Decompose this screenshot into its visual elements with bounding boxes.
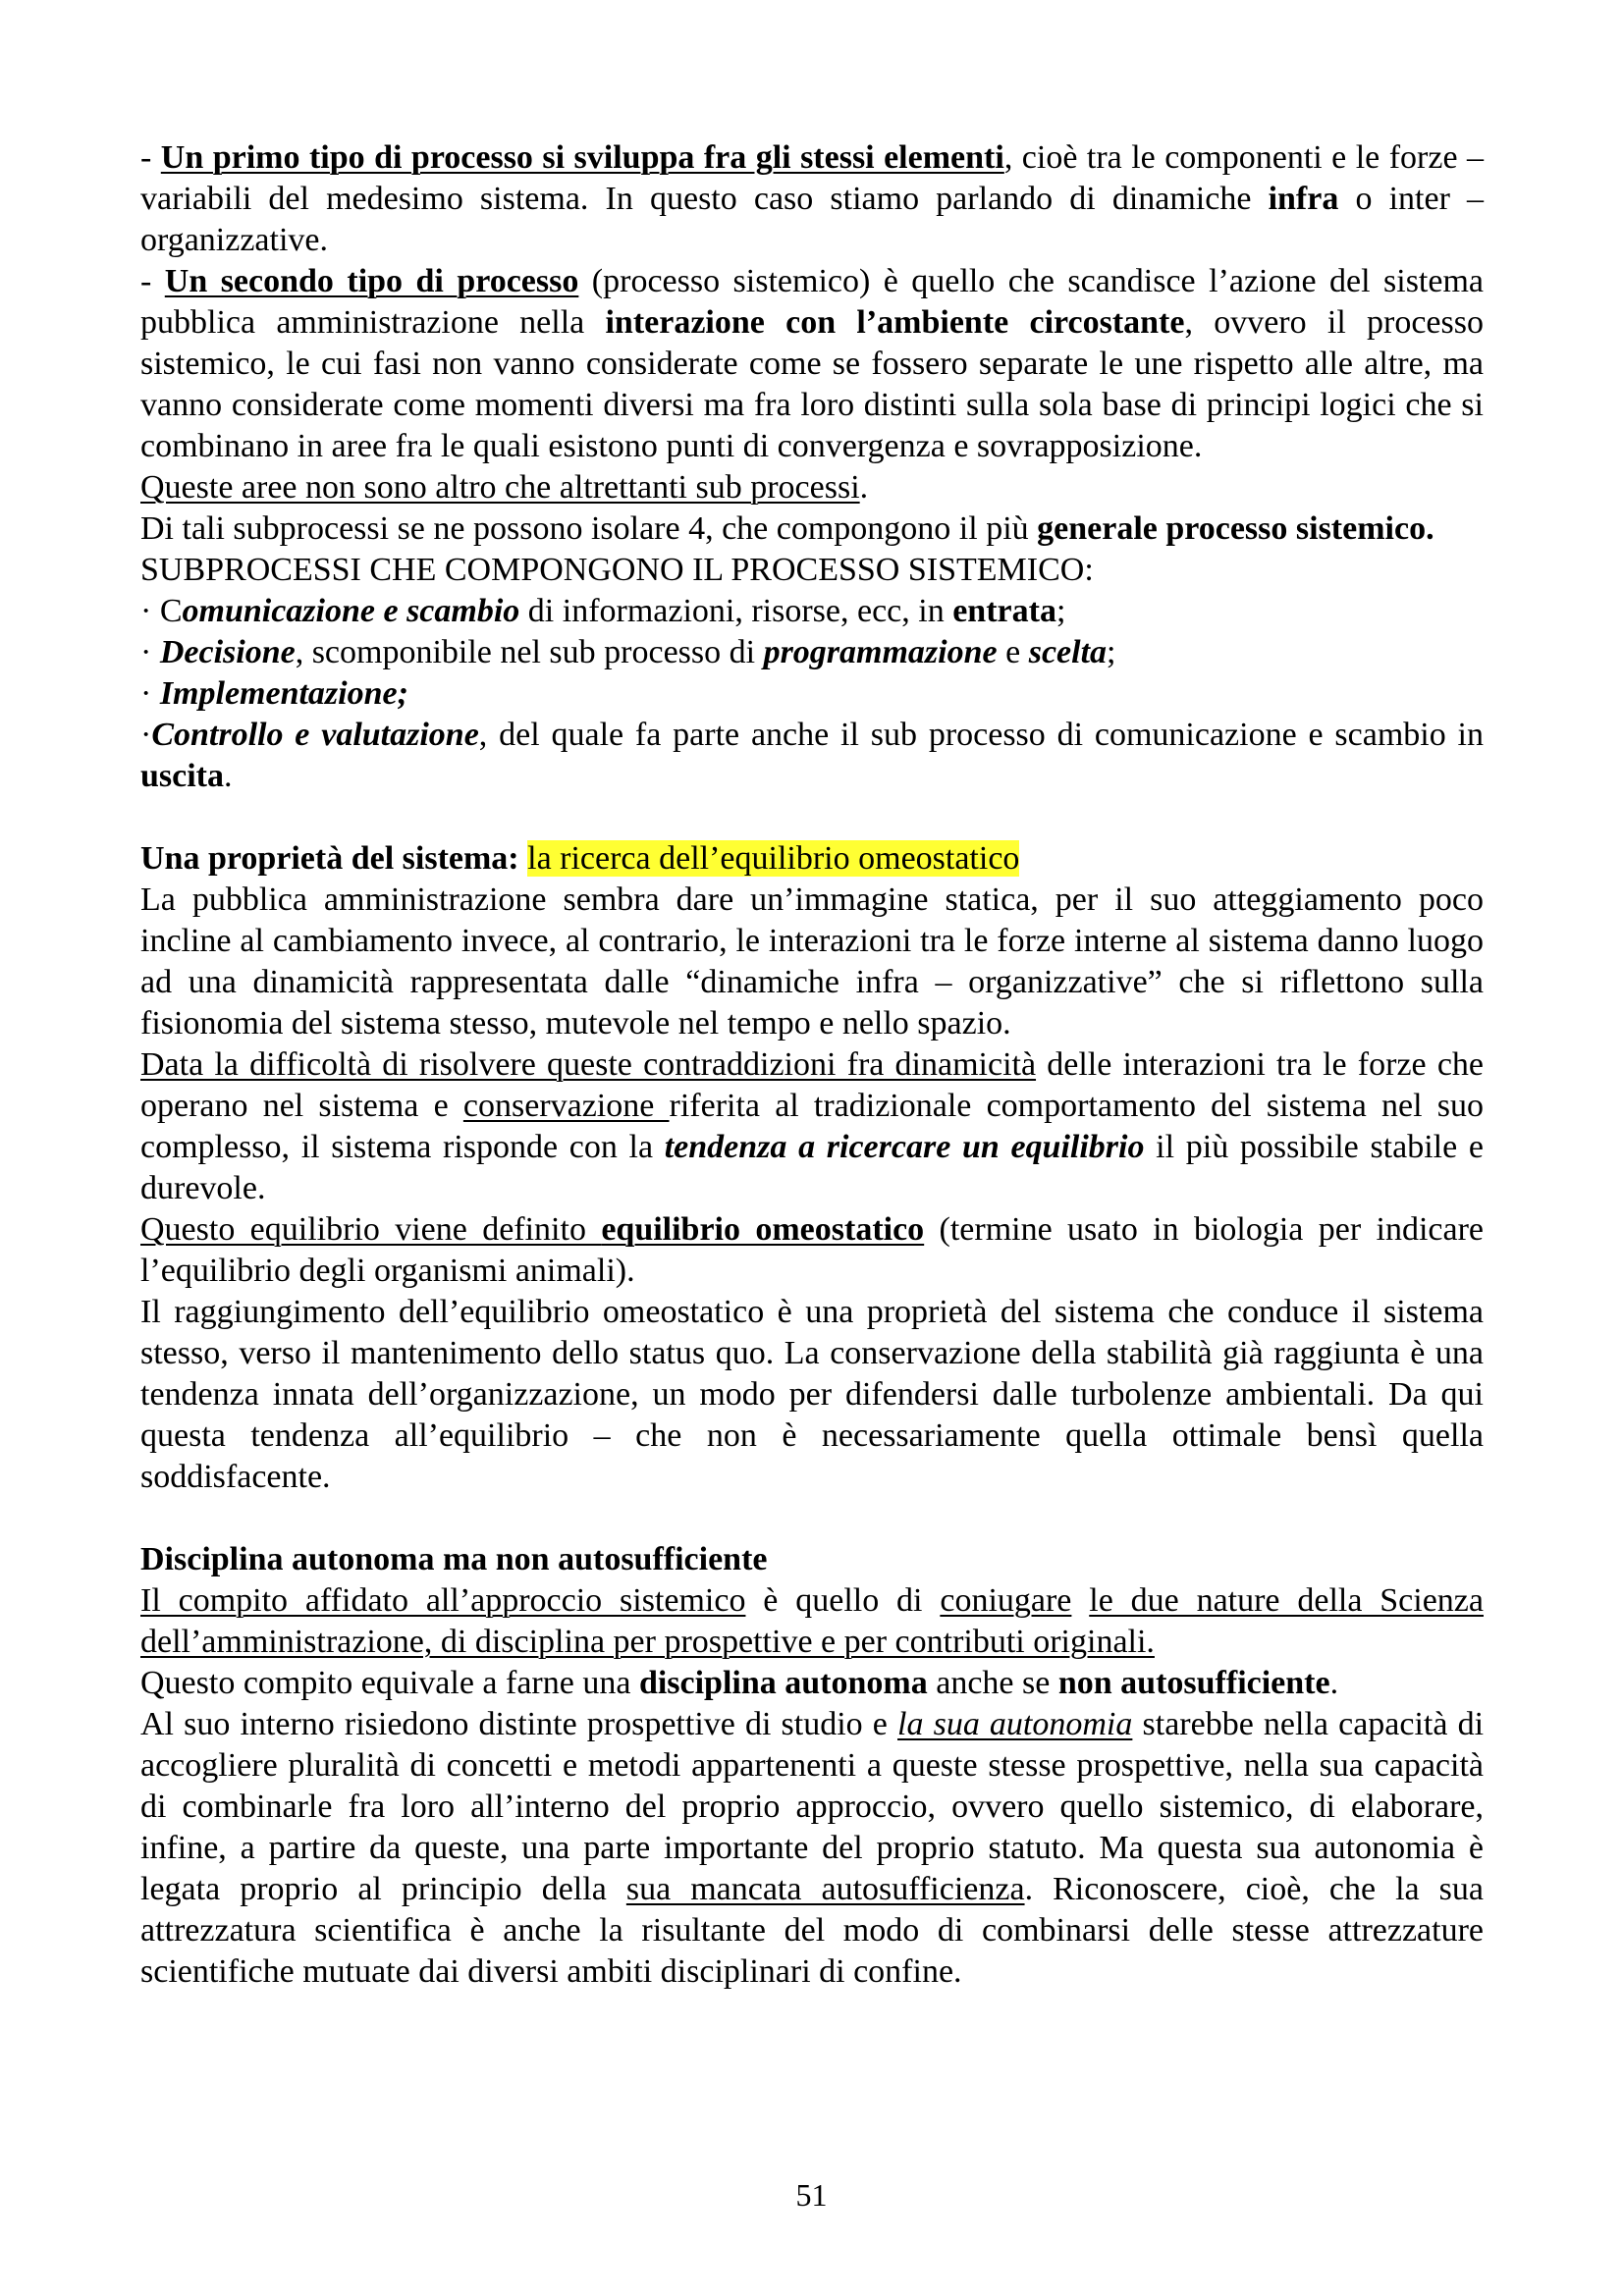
bullet: · C — [140, 593, 183, 629]
text: ; — [1107, 634, 1116, 670]
emphasis-bold: infra — [1268, 181, 1339, 217]
paragraph-homeostatic-definition — [140, 1209, 1484, 1292]
subprocess-list-title: SUBPROCESSI CHE COMPONGONO IL PROCESSO SISTEMICO: — [140, 552, 1094, 588]
list-item-control — [140, 715, 1484, 797]
section-heading-equilibrium — [140, 838, 1484, 880]
text — [1071, 1582, 1089, 1619]
underlined-text: sua mancata autosufficienza — [625, 1871, 1025, 1907]
text: starebbe nella capacità di accogliere pluralità di concetti e metodi appartenenti a queste stesse prospettive, nella sua capacità di combinarle fra loro all’interno del proprio approccio, ovvero quello sistemico, di elaborare, infine, a partire da queste, una parte importante del proprio statuto. Ma questa sua autonomia è legata proprio al principio della — [140, 1706, 1485, 1907]
emphasis-bold-italic: Implementazione; — [159, 675, 408, 712]
highlighted-heading-text: la ricerca dell’equilibrio omeostatico — [527, 840, 1020, 877]
emphasis-bold: generale processo sistemico. — [1037, 510, 1434, 547]
paragraph-contradictions — [140, 1044, 1484, 1209]
paragraph-gap — [140, 1498, 1484, 1539]
underlined-text: Data la difficoltà di risolvere queste contraddizioni fra dinamicità — [140, 1046, 1037, 1083]
document-page — [140, 137, 1484, 1993]
underlined-text: coniugare — [940, 1582, 1072, 1619]
text: . — [224, 758, 233, 794]
list-item-implementation — [140, 673, 1484, 715]
emphasis-underlined: equilibrio omeostatico — [601, 1211, 925, 1248]
bullet: · — [140, 675, 160, 712]
text: , scomponibile nel sub processo di — [295, 634, 764, 670]
text: Di tali subprocessi se ne possono isolare 4, che compongono il più — [140, 510, 1038, 547]
underlined-text: conservazione — [462, 1088, 670, 1124]
heading-text: Una proprietà del sistema: — [140, 840, 528, 877]
paragraph-task — [140, 1580, 1484, 1663]
dash: - — [140, 139, 161, 176]
emphasis-bold: disciplina autonoma — [638, 1665, 928, 1701]
paragraph-autonomy — [140, 1704, 1484, 1993]
text: ; — [1055, 593, 1066, 629]
text: o inter – organizzative. — [140, 181, 1485, 258]
underlined-italic-text: la sua autonomia — [897, 1706, 1133, 1742]
emphasis-bold: uscita — [140, 758, 224, 794]
text: Questo compito equivale a farne una — [140, 1665, 639, 1701]
text: . — [1329, 1665, 1339, 1701]
paragraph-autonomous-discipline — [140, 1663, 1484, 1704]
paragraph-first-process-type — [140, 137, 1484, 261]
list-item-decision — [140, 632, 1484, 673]
text: (processo sistemico) è quello che scandisce l’azione del sistema pubblica amministrazione nella — [140, 263, 1485, 341]
text: e — [997, 634, 1029, 670]
emphasis-bold: non autosufficiente — [1057, 1665, 1330, 1701]
paragraph-second-process-type — [140, 261, 1484, 467]
bullet: · — [140, 634, 160, 670]
underlined-text: le due nature della Scienza dell’amministrazione, di disciplina per prospettive e per contributi originali. — [140, 1582, 1484, 1660]
emphasis-bold: entrata — [952, 593, 1056, 629]
emphasis-underlined: Un secondo tipo di processo — [164, 263, 579, 299]
emphasis-bold-italic: tendenza a ricercare un equilibrio — [664, 1129, 1145, 1165]
emphasis-bold-italic: programmazione — [763, 634, 998, 670]
text: riferita al tradizionale comportamento del sistema nel suo complesso, il sistema risponde con la — [140, 1088, 1484, 1165]
text: (termine usato in biologia per indicare l’equilibrio degli organismi animali). — [140, 1211, 1484, 1289]
text: Al suo interno risiedono distinte prospettive di studio e — [140, 1706, 898, 1742]
section-heading-discipline — [140, 1539, 1484, 1580]
paragraph-four-subprocesses — [140, 508, 1484, 550]
underlined-text: Questo equilibrio viene definito — [140, 1211, 602, 1248]
underlined-text: Il compito affidato all’approccio sistemico — [140, 1582, 746, 1619]
emphasis-bold: interazione con l’ambiente circostante — [605, 304, 1185, 341]
text: . Riconoscere, cioè, che la sua attrezzatura scientifica è anche la risultante del modo di combinarsi delle stesse attrezzature scientifiche mutuate dai diversi ambiti disciplinari di confine. — [140, 1871, 1484, 1990]
bullet: · — [140, 717, 152, 753]
paragraph-sub-processes — [140, 467, 1484, 508]
text: il più possibile stabile e durevole. — [140, 1129, 1484, 1206]
page-number: 51 — [795, 2177, 828, 2213]
emphasis-bold-italic: Decisione — [159, 634, 296, 670]
text: , del quale fa parte anche il sub processo di comunicazione e scambio in — [478, 717, 1484, 753]
list-item-communication — [140, 591, 1484, 632]
text: è quello di — [745, 1582, 941, 1619]
text: . — [859, 469, 869, 506]
paragraph-status-quo: Il raggiungimento dell’equilibrio omeostatico è una proprietà del sistema che conduce il sistema stesso, verso il mantenimento dello status quo. La conservazione della stabilità già raggiunta è una tendenza innata dell’organizzazione, un modo per difendersi dalle turbolenze ambientali. Da qui questa tendenza all’equilibrio – che non è necessariamente quella ottimale bensì quella soddisfacente. — [140, 1294, 1484, 1495]
text: , ovvero il processo sistemico, le cui fasi non vanno considerate come se fossero separate le une rispetto alle altre, ma vanno considerate come momenti diversi ma fra loro distinti sulla sola base di principi logici che si combinano in aree fra le quali esistono punti di convergenza e sovrapposizione. — [140, 304, 1484, 464]
emphasis-bold-italic: scelta — [1028, 634, 1108, 670]
paragraph-gap — [140, 797, 1484, 838]
paragraph-static-image: La pubblica amministrazione sembra dare un’immagine statica, per il suo atteggiamento poco incline al cambiamento invece, al contrario, le interazioni tra le forze interne al sistema danno luogo ad una dinamicità rappresentata dalle “dinamiche infra – organizzative” che si riflettono sulla fisionomia del sistema stesso, mutevole nel tempo e nello spazio. — [140, 881, 1484, 1041]
text: delle interazioni tra le forze che operano nel sistema e — [140, 1046, 1484, 1124]
text: , cioè tra le componenti e le forze – variabili del medesimo sistema. In questo caso stiamo parlando di dinamiche — [140, 139, 1485, 217]
heading-text: Disciplina autonoma ma non autosufficiente — [140, 1541, 768, 1577]
emphasis-bold-italic: Controllo e valutazione — [151, 717, 479, 753]
underlined-text: Queste aree non sono altro che altrettanti sub processi — [140, 469, 860, 506]
emphasis-bold-italic: omunicazione e scambio — [182, 593, 520, 629]
emphasis-underlined: Un primo tipo di processo si sviluppa fra gli stessi elementi — [160, 139, 1004, 176]
dash: - — [140, 263, 165, 299]
text: di informazioni, risorse, ecc, in — [519, 593, 953, 629]
text: anche se — [927, 1665, 1058, 1701]
